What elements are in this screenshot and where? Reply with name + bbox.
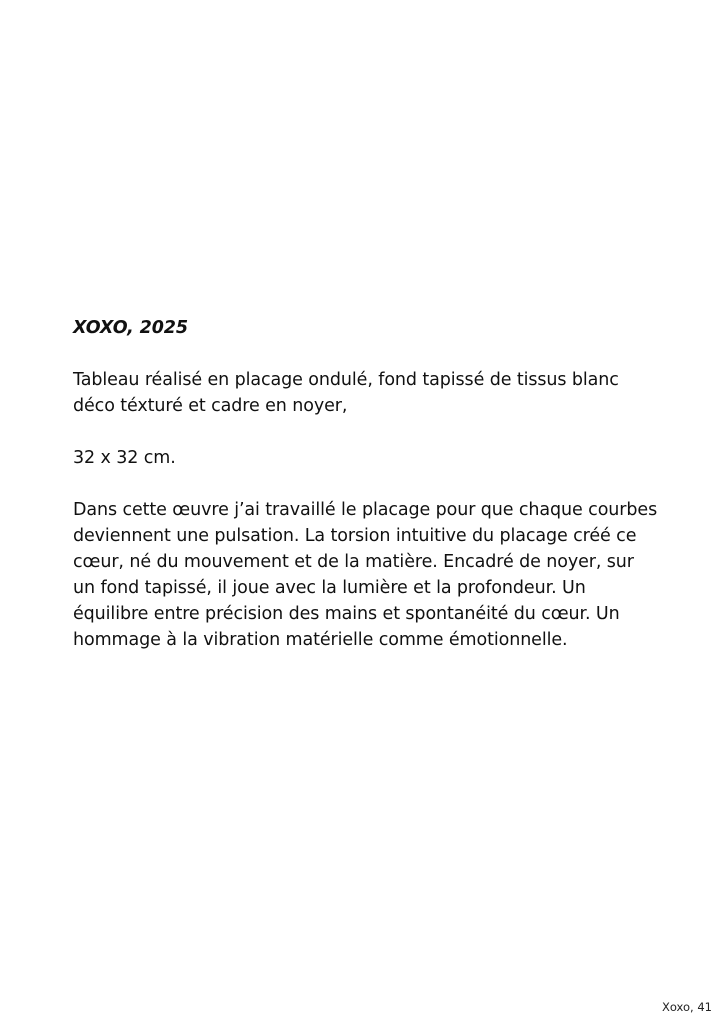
artwork-text-block: [73, 315, 658, 653]
artwork-description: Dans cette œuvre j’ai travaillé le placage pour que chaque courbes deviennent une pulsation. La torsion intuitive du placage créé ce cœur, né du mouvement et de la matière. Encadré de noyer, sur un fond tapissé, il joue avec la lumière et la profondeur. Un équilibre entre précision des mains et spontanéité du cœur. Un hommage à la vibration matérielle comme émotionnelle.: [73, 500, 658, 650]
spacer: [73, 419, 658, 445]
page-footer-label: Xoxo, 41: [662, 1000, 712, 1014]
artwork-materials: Tableau réalisé en placage ondulé, fond tapissé de tissus blanc déco téxturé et cadre en noyer,: [73, 370, 619, 416]
spacer: [73, 341, 658, 367]
artwork-dimensions: 32 x 32 cm.: [73, 448, 176, 468]
artwork-title: XOXO, 2025: [73, 318, 188, 338]
spacer: [73, 471, 658, 497]
